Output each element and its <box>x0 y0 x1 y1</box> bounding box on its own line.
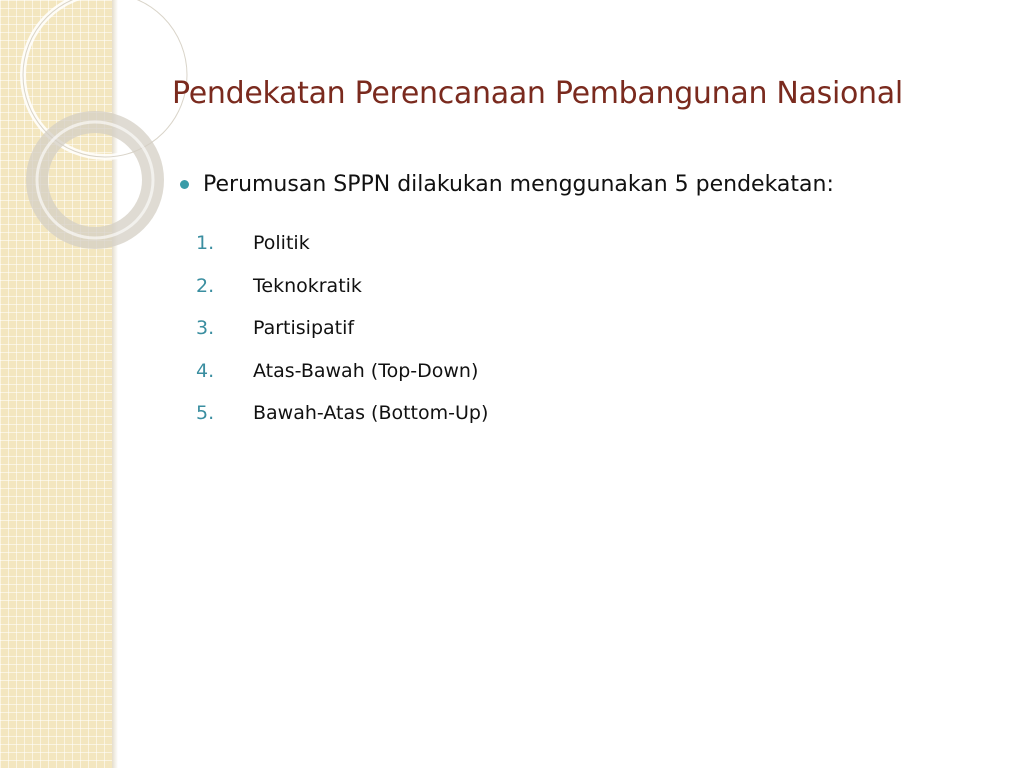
list-item <box>196 265 488 308</box>
list-number: 1. <box>196 232 215 255</box>
slide-title: Pendekatan Perencanaan Pembangunan Nasional <box>172 76 903 111</box>
list-item <box>196 350 488 393</box>
list-label: Partisipatif <box>253 317 355 340</box>
list-item <box>196 307 488 350</box>
list-number: 3. <box>196 317 215 340</box>
list-item <box>196 222 488 265</box>
list-number: 4. <box>196 359 215 382</box>
list-label: Teknokratik <box>253 274 362 297</box>
list-number: 2. <box>196 274 215 297</box>
list-item <box>196 392 488 435</box>
bullet-dot-icon <box>180 180 189 189</box>
bullet-text: Perumusan SPPN dilakukan menggunakan 5 pendekatan: <box>203 172 834 197</box>
bullet-point <box>180 172 834 197</box>
list-label: Bawah-Atas (Bottom-Up) <box>253 402 489 425</box>
list-label: Atas-Bawah (Top-Down) <box>253 359 479 382</box>
decorative-rings <box>0 0 200 260</box>
list-label: Politik <box>253 232 310 255</box>
approach-list <box>196 222 488 435</box>
list-number: 5. <box>196 402 215 425</box>
